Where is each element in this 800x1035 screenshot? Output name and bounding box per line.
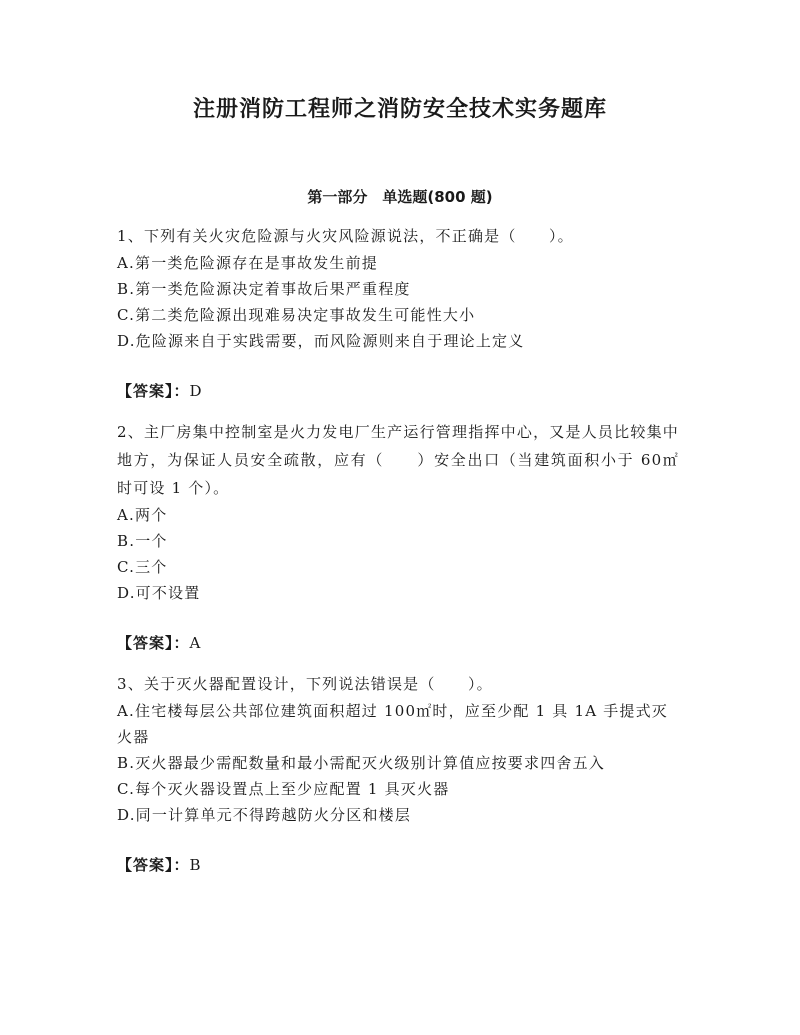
section-heading: 第一部分 单选题(800 题) <box>307 188 493 206</box>
option-b: B.灭火器最少需配数量和最小需配灭火级别计算值应按要求四舍五入 <box>117 754 605 772</box>
question-stem: 1、下列有关火灾危险源与火灾风险源说法，不正确是（ ）。 <box>117 227 574 245</box>
answer-label: 【答案】： <box>117 382 190 400</box>
answer-value: B <box>189 856 202 874</box>
option-c: C.三个 <box>117 558 168 576</box>
question-list <box>117 222 679 892</box>
option-d: D.可不设置 <box>117 584 201 602</box>
answer-line <box>117 852 679 878</box>
answer-value: D <box>189 382 203 400</box>
option-a: A.第一类危险源存在是事故发生前提 <box>117 254 379 272</box>
option-a: A.住宅楼每层公共部位建筑面积超过 100㎡时，应至少配 1 具 1A 手提式灭火器 <box>117 702 668 746</box>
option-b: B.第一类危险源决定着事故后果严重程度 <box>117 280 411 298</box>
question-stem: 2、主厂房集中控制室是火力发电厂生产运行管理指挥中心，又是人员比较集中地方，为保证人员安全疏散，应有（ ）安全出口（当建筑面积小于 60㎡时可设 1 个）。 <box>117 423 679 497</box>
option-a: A.两个 <box>117 506 168 524</box>
answer-line <box>117 630 679 656</box>
answer-label: 【答案】： <box>117 856 190 874</box>
answer-line <box>117 378 679 404</box>
answer-value: A <box>189 634 202 652</box>
answer-label: 【答案】： <box>117 634 190 652</box>
question-3 <box>117 670 679 878</box>
option-b: B.一个 <box>117 532 168 550</box>
question-2 <box>117 418 679 656</box>
question-1 <box>117 222 679 404</box>
option-d: D.危险源来自于实践需要，而风险源则来自于理论上定义 <box>117 332 525 350</box>
question-stem: 3、关于灭火器配置设计，下列说法错误是（ ）。 <box>117 675 493 693</box>
document-title: 注册消防工程师之消防安全技术实务题库 <box>192 97 607 122</box>
option-c: C.第二类危险源出现难易决定事故发生可能性大小 <box>117 306 476 324</box>
option-d: D.同一计算单元不得跨越防火分区和楼层 <box>117 806 412 824</box>
option-c: C.每个灭火器设置点上至少应配置 1 具灭火器 <box>117 780 450 798</box>
